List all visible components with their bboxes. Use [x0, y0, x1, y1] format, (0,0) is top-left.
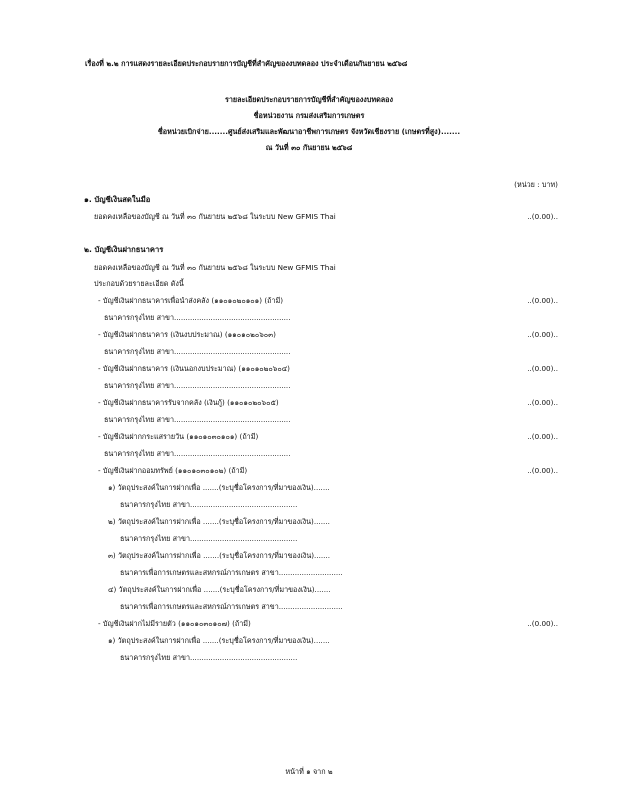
deposit-purpose-label: ๔) วัตถุประสงค์ในการฝากเพื่อ .......(ระบุชื่อโครงการ/ที่มาของเงิน).......	[108, 585, 331, 594]
account-item-amount: ..(0.00)..	[527, 364, 558, 373]
document-subject: เรื่องที่ ๒.๒ การแสดงรายละเอียดประกอบรายการบัญชีที่สำคัญของงบทดลอง ประจำเดือนกันยายน ๒๕๖๘	[85, 59, 408, 68]
section-2-title: ๒. บัญชีเงินฝากธนาคาร	[84, 245, 164, 254]
section-1-title: ๑. บัญชีเงินสดในมือ	[84, 195, 151, 204]
deposit-purpose-bank: ธนาคารกรุงไทย สาขา...............................................	[120, 500, 298, 509]
account-item-bank: ธนาคารกรุงไทย สาขา...................................................	[104, 415, 291, 424]
account-item-amount: ..(0.00)..	[527, 296, 558, 305]
account-item-amount: ..(0.00)..	[527, 432, 558, 441]
account-item-label: - บัญชีเงินฝากธนาคารเพื่อนำส่งคลัง (๑๑๐๑๐๒๐๑๐๑) (ถ้ามี)	[98, 296, 284, 305]
account-item-bank: ธนาคารกรุงไทย สาขา...................................................	[104, 347, 291, 356]
unregistered-account-amount: ..(0.00)..	[527, 619, 558, 628]
account-item-label: - บัญชีเงินฝากธนาคาร (เงินงบประมาณ) (๑๑๐๑๐๒๐๖๐๓)	[98, 330, 276, 339]
account-item-label: - บัญชีเงินฝากธนาคาร (เงินนอกงบประมาณ) (๑๑๐๑๐๒๐๖๐๔)	[98, 364, 290, 373]
deposit-purpose-bank: ธนาคารกรุงไทย สาขา...............................................	[120, 653, 298, 662]
header-line-1: รายละเอียดประกอบรายการบัญชีที่สำคัญของงบทดลอง	[224, 95, 393, 104]
unregistered-account-label: - บัญชีเงินฝากไม่มีรายตัว (๑๑๐๑๐๓๐๑๐๗) (ถ้ามี)	[98, 619, 251, 628]
account-item-label: - บัญชีเงินฝากธนาคารรับจากคลัง (เงินกู้) (๑๑๐๑๐๒๐๖๐๕)	[98, 398, 279, 407]
deposit-purpose-bank: ธนาคารเพื่อการเกษตรและสหกรณ์การเกษตร สาขา............................	[120, 568, 343, 577]
account-item-bank: ธนาคารกรุงไทย สาขา...................................................	[104, 449, 291, 458]
deposit-purpose-label: ๑) วัตถุประสงค์ในการฝากเพื่อ .......(ระบุชื่อโครงการ/ที่มาของเงิน).......	[108, 483, 330, 492]
header-line-2: ชื่อหน่วยงาน กรมส่งเสริมการเกษตร	[253, 111, 365, 120]
section-1-balance-label: ยอดคงเหลือของบัญชี ณ วันที่ ๓๐ กันยายน ๒๕๖๘ ในระบบ New GFMIS Thai	[94, 212, 336, 221]
unit-note: (หน่วย : บาท)	[514, 180, 558, 189]
account-item-label: - บัญชีเงินฝากกระแสรายวัน (๑๑๐๑๐๓๐๑๐๑) (ถ้ามี)	[98, 432, 259, 441]
savings-account-label: - บัญชีเงินฝากออมทรัพย์ (๑๑๐๑๐๓๐๑๐๒) (ถ้ามี)	[98, 466, 248, 475]
section-2-balance-label: ยอดคงเหลือของบัญชี ณ วันที่ ๓๐ กันยายน ๒๕๖๘ ในระบบ New GFMIS Thai	[94, 263, 336, 272]
account-item-bank: ธนาคารกรุงไทย สาขา...................................................	[104, 381, 291, 390]
deposit-purpose-bank: ธนาคารเพื่อการเกษตรและสหกรณ์การเกษตร สาขา............................	[120, 602, 343, 611]
section-2-detail-label: ประกอบด้วยรายละเอียด ดังนี้	[94, 279, 184, 288]
page-number: หน้าที่ ๑ จาก ๒	[285, 767, 333, 776]
section-1-balance-amount: ..(0.00)..	[527, 212, 558, 221]
deposit-purpose-bank: ธนาคารกรุงไทย สาขา...............................................	[120, 534, 298, 543]
deposit-purpose-label: ๓) วัตถุประสงค์ในการฝากเพื่อ .......(ระบุชื่อโครงการ/ที่มาของเงิน).......	[108, 551, 331, 560]
savings-account-amount: ..(0.00)..	[527, 466, 558, 475]
header-line-3: ชื่อหน่วยเบิกจ่าย.......ศูนย์ส่งเสริมและพัฒนาอาชีพการเกษตร จังหวัดเชียงราย (เกษตรที่สูง).......	[157, 127, 461, 136]
account-item-amount: ..(0.00)..	[527, 398, 558, 407]
deposit-purpose-label: ๑) วัตถุประสงค์ในการฝากเพื่อ .......(ระบุชื่อโครงการ/ที่มาของเงิน).......	[108, 636, 330, 645]
account-item-bank: ธนาคารกรุงไทย สาขา...................................................	[104, 313, 291, 322]
account-item-amount: ..(0.00)..	[527, 330, 558, 339]
header-line-4: ณ วันที่ ๓๐ กันยายน ๒๕๖๘	[265, 143, 353, 152]
deposit-purpose-label: ๒) วัตถุประสงค์ในการฝากเพื่อ .......(ระบุชื่อโครงการ/ที่มาของเงิน).......	[108, 517, 330, 526]
